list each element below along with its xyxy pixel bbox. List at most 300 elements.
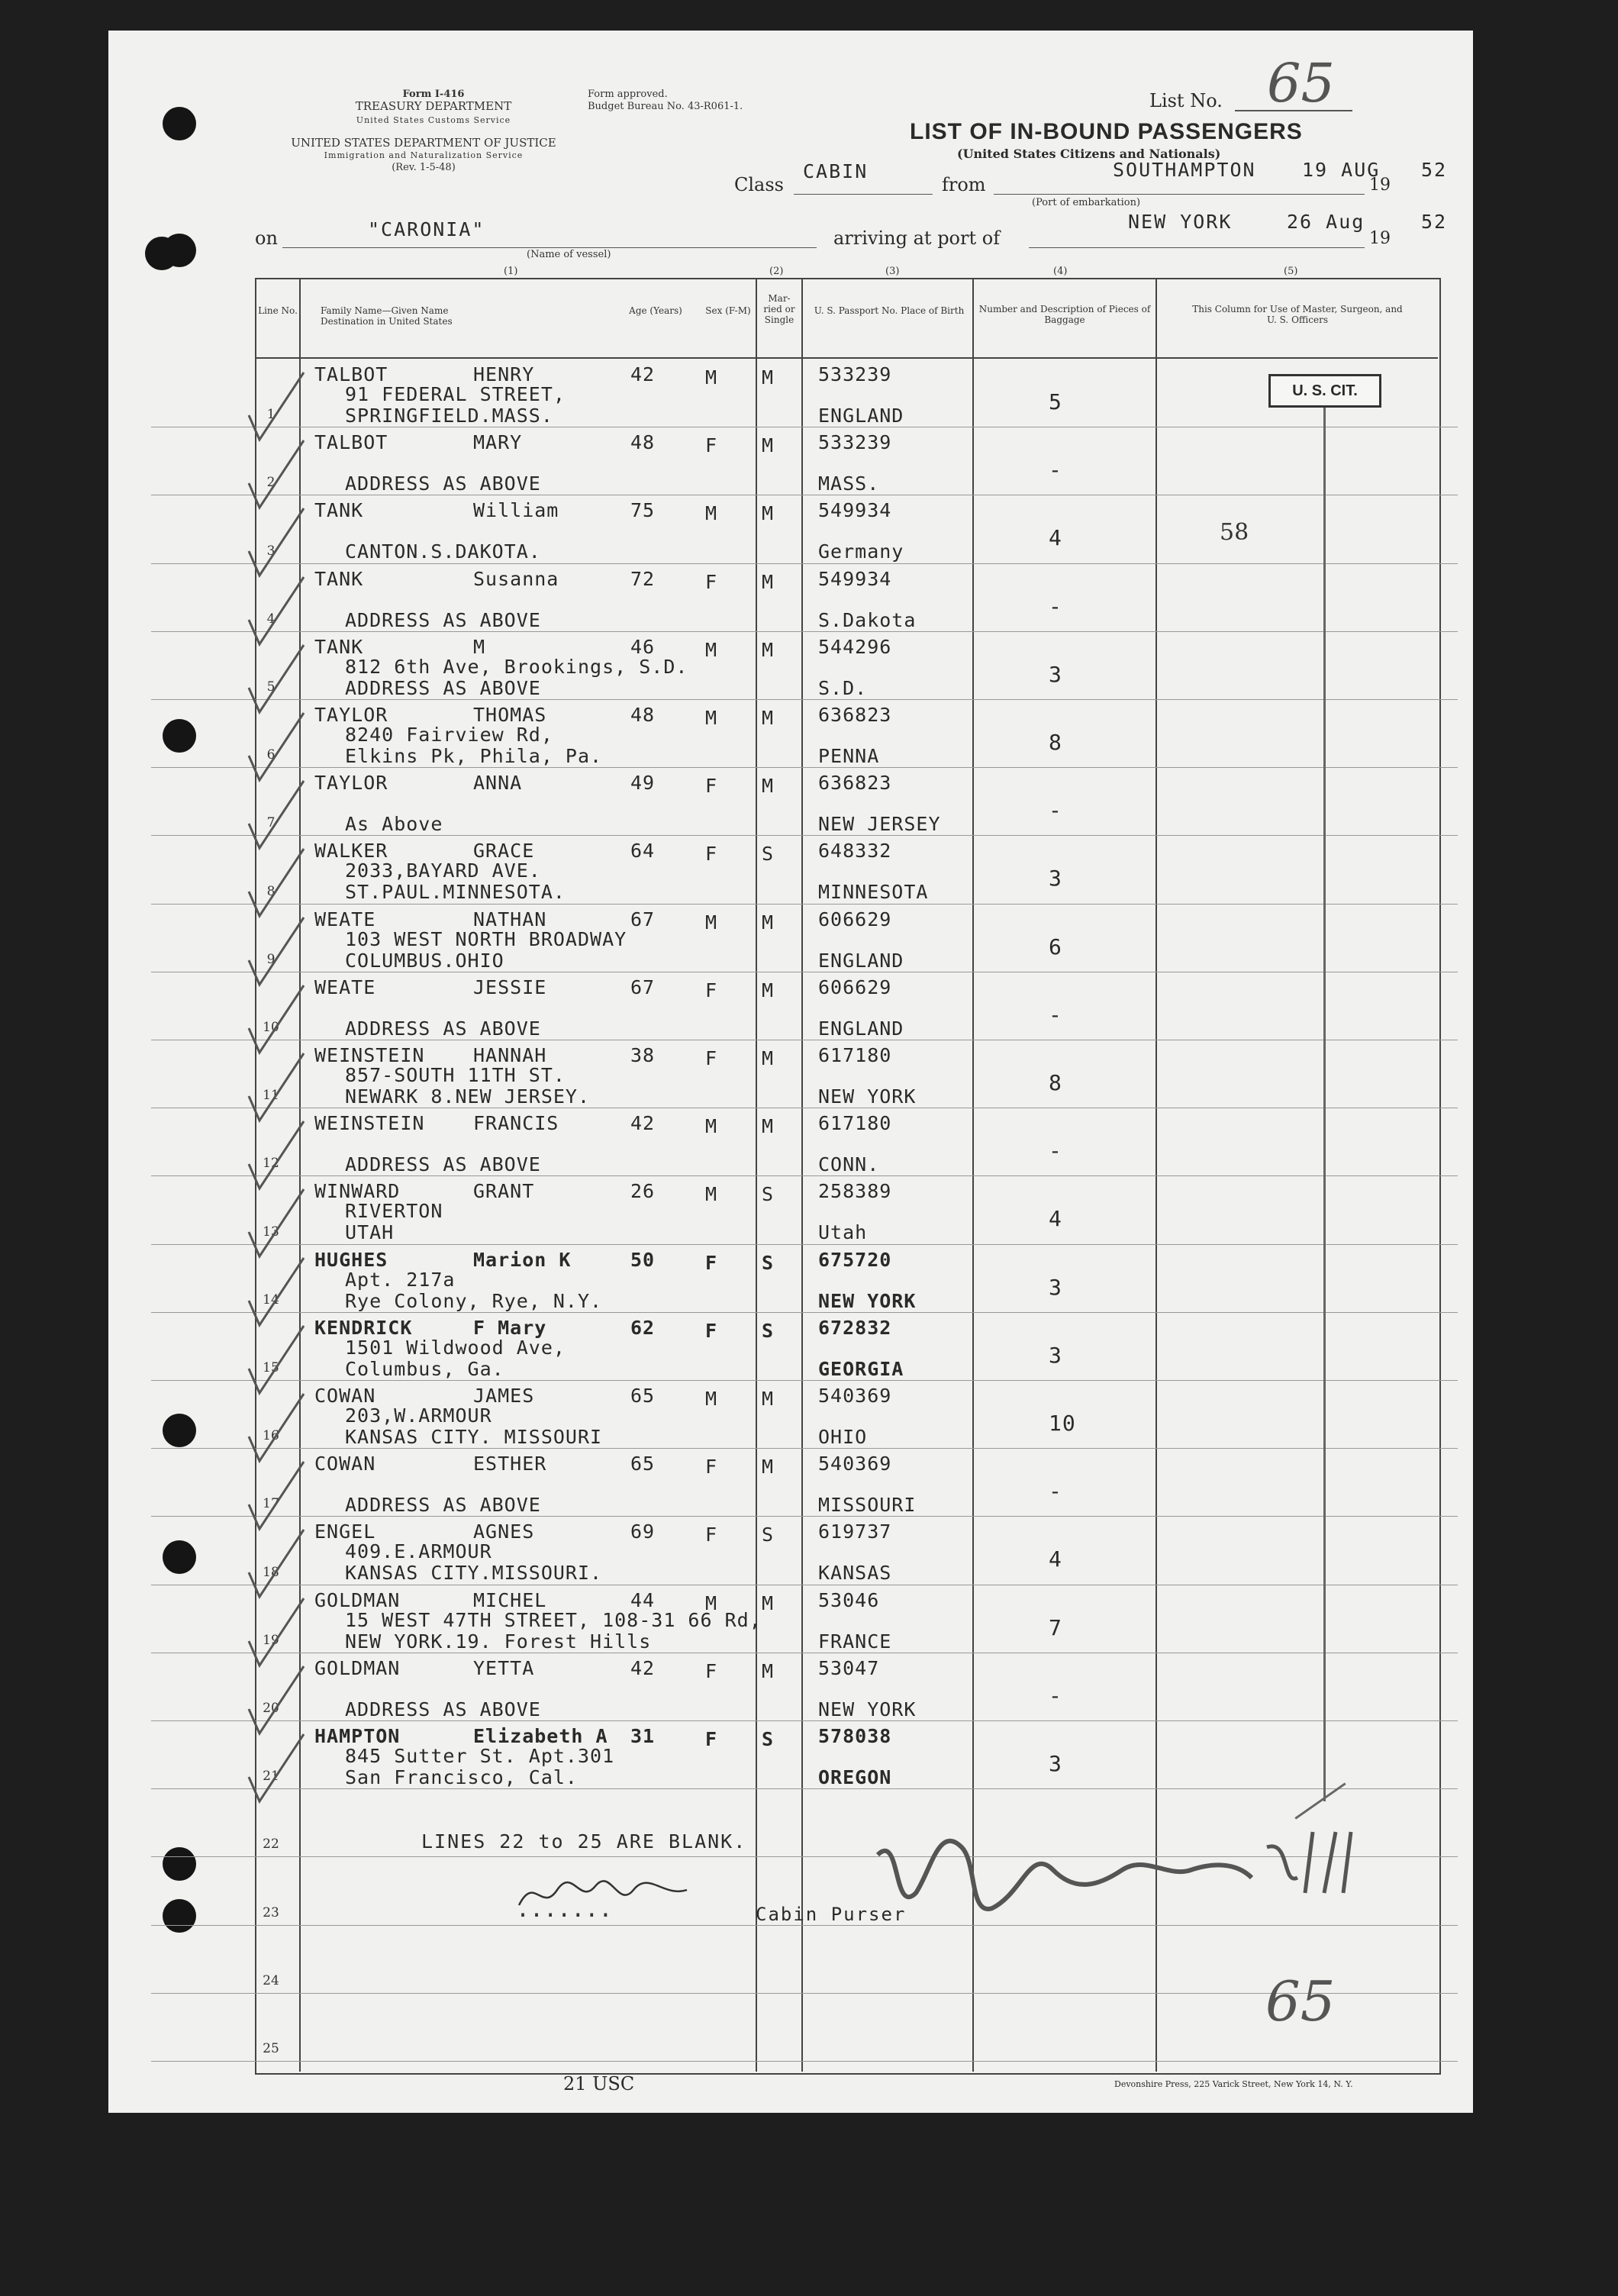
row-divider <box>151 631 1458 632</box>
place-of-birth: PENNA <box>818 745 880 767</box>
header-sex: Sex (F-M) <box>705 305 751 316</box>
passenger-address-line1: 1501 Wildwood Ave, <box>345 1336 566 1359</box>
check-mark-icon <box>243 1391 311 1467</box>
passenger-age: 31 <box>630 1725 656 1747</box>
line-number: 19 <box>263 1632 279 1648</box>
passenger-address-line1: 203,W.ARMOUR <box>345 1404 492 1427</box>
passenger-age: 42 <box>630 1656 656 1679</box>
passport-number: 258389 <box>818 1180 892 1203</box>
place-of-birth: OREGON <box>818 1766 892 1788</box>
passenger-given-name: Susanna <box>473 567 559 590</box>
column-number: (4) <box>1053 266 1068 277</box>
passenger-marital-status: M <box>762 1115 775 1138</box>
passport-number: 617180 <box>818 1044 892 1066</box>
baggage-count: 5 <box>1049 389 1062 414</box>
passenger-given-name: ESTHER <box>473 1453 547 1475</box>
passenger-age: 48 <box>630 704 656 726</box>
place-of-birth: NEW JERSEY <box>818 813 941 836</box>
passenger-address-line2: Rye Colony, Rye, N.Y. <box>345 1289 603 1312</box>
line-number: 10 <box>263 1020 279 1035</box>
vessel-caption: (Name of vessel) <box>527 249 611 260</box>
on-label: on <box>255 227 278 249</box>
stamp-line <box>1323 408 1326 1801</box>
passenger-address-line2: COLUMBUS.OHIO <box>345 949 504 972</box>
baggage-count: 8 <box>1049 730 1062 755</box>
purser-signature <box>511 1867 717 1920</box>
passenger-given-name: MARY <box>473 431 523 454</box>
passenger-sex: F <box>705 434 718 457</box>
column-number: (3) <box>885 266 900 277</box>
passenger-family-name: GOLDMAN <box>314 1656 401 1679</box>
passenger-given-name: YETTA <box>473 1656 535 1679</box>
header-name: Family Name—Given Name Destination in United States <box>321 305 453 327</box>
arrival-date: 26 Aug <box>1287 211 1365 233</box>
baggage-count: - <box>1049 1138 1062 1164</box>
baggage-count: 4 <box>1049 1546 1062 1572</box>
line-number: 15 <box>263 1360 279 1375</box>
col-divider <box>801 278 803 2072</box>
passenger-sex: M <box>705 502 718 525</box>
place-of-birth: FRANCE <box>818 1630 892 1653</box>
line-number: 8 <box>266 883 276 899</box>
arrival-underline <box>1029 247 1365 248</box>
passenger-marital-status: M <box>762 502 775 525</box>
line-number: 4 <box>266 611 276 627</box>
passenger-sex: M <box>705 911 718 934</box>
passenger-address-line1: 857-SOUTH 11TH ST. <box>345 1064 566 1086</box>
check-mark-icon <box>243 642 311 718</box>
line-number: 17 <box>263 1496 279 1512</box>
line-number: 7 <box>266 815 276 831</box>
row-divider <box>151 1312 1458 1313</box>
passenger-age: 65 <box>630 1453 656 1475</box>
passenger-given-name: ANNA <box>473 772 523 795</box>
place-of-birth: S.Dakota <box>818 608 917 631</box>
passenger-address-line1: 812 6th Ave, Brookings, S.D. <box>345 655 688 678</box>
passenger-given-name: William <box>473 499 559 522</box>
printer-imprint: Devonshire Press, 225 Varick Street, New York 14, N. Y. <box>1114 2079 1353 2089</box>
vessel-name: "CARONIA" <box>368 218 485 240</box>
baggage-count: - <box>1049 1682 1062 1708</box>
passenger-age: 42 <box>630 1112 656 1135</box>
line-number: 18 <box>263 1564 279 1580</box>
line-number: 21 <box>263 1769 279 1785</box>
passenger-family-name: KENDRICK <box>314 1316 413 1339</box>
passenger-address-line2: ADDRESS AS ABOVE <box>345 472 541 495</box>
row-divider <box>151 563 1458 564</box>
binder-hole <box>145 237 179 270</box>
baggage-count: - <box>1049 798 1062 824</box>
passenger-sex: F <box>705 1524 718 1546</box>
baggage-count: 4 <box>1049 525 1062 551</box>
passenger-given-name: Elizabeth A <box>473 1725 608 1747</box>
passenger-sex: F <box>705 1728 718 1750</box>
check-mark-icon <box>243 778 311 854</box>
passenger-address-line1: 409.E.ARMOUR <box>345 1540 492 1563</box>
baggage-count: - <box>1049 1001 1062 1027</box>
line-number: 9 <box>266 951 276 967</box>
passenger-family-name: HUGHES <box>314 1248 388 1271</box>
passenger-family-name: WEINSTEIN <box>314 1044 425 1066</box>
header-age: Age (Years) <box>629 305 682 316</box>
passenger-address-line2: ADDRESS AS ABOVE <box>345 608 541 631</box>
passenger-sex: F <box>705 1251 718 1274</box>
column-number: (2) <box>769 266 784 277</box>
line-number: 5 <box>266 679 276 695</box>
check-mark-icon <box>243 1731 311 1807</box>
arrival-port: NEW YORK <box>1128 211 1233 233</box>
row-divider <box>151 1244 1458 1245</box>
passenger-age: 67 <box>630 975 656 998</box>
port-caption: (Port of embarkation) <box>1032 197 1141 208</box>
passport-number: 533239 <box>818 431 892 454</box>
passenger-address-line2: ADDRESS AS ABOVE <box>345 1017 541 1040</box>
bottom-list-number: 65 <box>1265 1969 1336 2033</box>
passenger-sex: M <box>705 1591 718 1614</box>
passport-number: 544296 <box>818 635 892 658</box>
baggage-count: 3 <box>1049 1751 1062 1776</box>
place-of-birth: MASS. <box>818 472 880 495</box>
passport-number: 549934 <box>818 567 892 590</box>
justice-department: UNITED STATES DEPARTMENT OF JUSTICE <box>291 136 556 150</box>
class-value: CABIN <box>803 160 869 182</box>
form-number: Form I-416 <box>402 89 465 100</box>
passenger-marital-status: M <box>762 1659 775 1682</box>
purser-label: Cabin Purser <box>756 1904 907 1925</box>
passenger-given-name: THOMAS <box>473 704 547 726</box>
passenger-family-name: WEATE <box>314 908 376 930</box>
passenger-family-name: COWAN <box>314 1385 376 1407</box>
line-number: 2 <box>266 475 276 491</box>
check-mark-icon <box>243 1595 311 1672</box>
passenger-marital-status: S <box>762 1728 775 1750</box>
passport-number: 53047 <box>818 1656 880 1679</box>
passenger-age: 38 <box>630 1044 656 1066</box>
line-number: 16 <box>263 1428 279 1444</box>
row-divider <box>151 1175 1458 1176</box>
us-citizen-stamp-text: U. S. CIT. <box>1292 382 1358 399</box>
passenger-age: 67 <box>630 908 656 930</box>
check-mark-icon <box>243 846 311 922</box>
passenger-family-name: WALKER <box>314 840 388 863</box>
row-divider <box>151 1720 1458 1721</box>
passenger-given-name: JESSIE <box>473 975 547 998</box>
baggage-count: - <box>1049 457 1062 483</box>
passenger-age: 44 <box>630 1588 656 1611</box>
passenger-address-line2: NEWARK 8.NEW JERSEY. <box>345 1085 591 1108</box>
passenger-address-line2: NEW YORK.19. Forest Hills <box>345 1630 652 1653</box>
passport-number: 675720 <box>818 1248 892 1271</box>
binder-hole <box>163 1414 196 1447</box>
passenger-address-line2: CANTON.S.DAKOTA. <box>345 540 541 563</box>
line-number: 12 <box>263 1156 279 1172</box>
passenger-given-name: JAMES <box>473 1385 535 1407</box>
passenger-address-line2: ADDRESS AS ABOVE <box>345 1494 541 1517</box>
passenger-given-name: HENRY <box>473 363 535 385</box>
place-of-birth: ENGLAND <box>818 949 904 972</box>
passenger-sex: F <box>705 1319 718 1342</box>
header-passport: U. S. Passport No. Place of Birth <box>814 305 965 316</box>
line-number: 25 <box>263 2041 279 2056</box>
header-line-no: Line No. <box>258 305 298 316</box>
passenger-address-line1: RIVERTON <box>345 1200 443 1223</box>
line-number: 1 <box>266 407 276 423</box>
passenger-address-line2: ST.PAUL.MINNESOTA. <box>345 881 566 904</box>
passenger-age: 62 <box>630 1316 656 1339</box>
list-number-label: List No. <box>1149 90 1223 111</box>
passenger-sex: F <box>705 843 718 866</box>
passenger-family-name: WEATE <box>314 975 376 998</box>
passenger-age: 72 <box>630 567 656 590</box>
line-number: 22 <box>263 1836 279 1853</box>
passenger-age: 75 <box>630 499 656 522</box>
place-of-birth: NEW YORK <box>818 1698 917 1720</box>
passenger-address-line1: 103 WEST NORTH BROADWAY <box>345 927 627 950</box>
passenger-given-name: HANNAH <box>473 1044 547 1066</box>
check-mark-icon <box>243 914 311 991</box>
place-of-birth: Utah <box>818 1221 868 1244</box>
passport-number: 672832 <box>818 1316 892 1339</box>
header-divider <box>255 357 1438 359</box>
passenger-sex: M <box>705 1388 718 1410</box>
passenger-marital-status: S <box>762 1524 775 1546</box>
passenger-marital-status: M <box>762 979 775 1001</box>
check-mark-icon <box>243 1663 311 1740</box>
customs-service: United States Customs Service <box>356 115 511 125</box>
check-mark-icon <box>243 710 311 786</box>
place-of-birth: Germany <box>818 540 904 563</box>
baggage-count: - <box>1049 593 1062 619</box>
baggage-count: 6 <box>1049 934 1062 959</box>
passenger-marital-status: M <box>762 570 775 593</box>
passenger-marital-status: S <box>762 1183 775 1206</box>
passenger-address-line2: SPRINGFIELD.MASS. <box>345 405 553 427</box>
binder-hole <box>163 719 196 753</box>
vessel-underline <box>282 247 817 248</box>
passenger-age: 69 <box>630 1520 656 1543</box>
passenger-sex: M <box>705 707 718 729</box>
check-mark-icon <box>243 1186 311 1262</box>
passenger-family-name: TAYLOR <box>314 704 388 726</box>
passport-number: 636823 <box>818 704 892 726</box>
passenger-address-line2: Columbus, Ga. <box>345 1357 504 1380</box>
passenger-address-line1: 845 Sutter St. Apt.301 <box>345 1745 615 1767</box>
place-of-birth: MINNESOTA <box>818 881 929 904</box>
check-mark-icon <box>243 574 311 650</box>
passenger-marital-status: S <box>762 843 775 866</box>
check-mark-icon <box>243 369 311 446</box>
passenger-marital-status: S <box>762 1319 775 1342</box>
header-baggage: Number and Description of Pieces of Baggage <box>978 304 1151 325</box>
row-divider <box>151 835 1458 836</box>
passenger-family-name: TALBOT <box>314 431 388 454</box>
passenger-family-name: TANK <box>314 635 364 658</box>
passenger-address-line2: Elkins Pk, Phila, Pa. <box>345 745 603 767</box>
line-number: 3 <box>266 543 276 559</box>
passenger-marital-status: S <box>762 1251 775 1274</box>
form-approved: Form approved. <box>588 89 668 100</box>
passport-number: 540369 <box>818 1385 892 1407</box>
passport-number: 540369 <box>818 1453 892 1475</box>
passenger-given-name: F Mary <box>473 1316 547 1339</box>
passenger-age: 50 <box>630 1248 656 1271</box>
line-number: 13 <box>263 1224 279 1240</box>
baggage-count: 3 <box>1049 661 1062 687</box>
passenger-age: 26 <box>630 1180 656 1203</box>
header-married: Mar-ried or Single <box>763 293 795 325</box>
passenger-marital-status: M <box>762 434 775 457</box>
officer-note: 58 <box>1220 519 1249 546</box>
inspector-signature <box>855 1801 1366 1931</box>
budget-bureau: Budget Bureau No. 43-R061-1. <box>588 101 743 112</box>
row-divider <box>151 1788 1458 1789</box>
passenger-marital-status: M <box>762 1047 775 1069</box>
baggage-count: - <box>1049 1479 1062 1504</box>
line-number: 23 <box>263 1904 279 1920</box>
passenger-address-line2: ADDRESS AS ABOVE <box>345 676 541 699</box>
passenger-sex: M <box>705 1183 718 1206</box>
passenger-given-name: MICHEL <box>473 1588 547 1611</box>
footer-code: 21 USC <box>563 2073 635 2094</box>
year-prefix: 19 <box>1369 176 1391 195</box>
passenger-age: 48 <box>630 431 656 454</box>
place-of-birth: GEORGIA <box>818 1357 904 1380</box>
passenger-marital-status: M <box>762 638 775 661</box>
passenger-marital-status: M <box>762 707 775 729</box>
passenger-family-name: TANK <box>314 499 364 522</box>
us-citizen-stamp <box>1268 374 1381 408</box>
passenger-sex: F <box>705 1047 718 1069</box>
binder-hole <box>163 1540 196 1574</box>
from-label: from <box>942 174 986 195</box>
passenger-address-line2: KANSAS CITY.MISSOURI. <box>345 1562 603 1585</box>
passenger-family-name: TALBOT <box>314 363 388 385</box>
passenger-age: 46 <box>630 635 656 658</box>
check-mark-icon <box>243 982 311 1059</box>
passenger-family-name: WINWARD <box>314 1180 401 1203</box>
passport-number: 606629 <box>818 975 892 998</box>
passenger-marital-status: M <box>762 911 775 934</box>
arriving-label: arriving at port of <box>833 227 1001 249</box>
col-divider <box>756 278 757 2072</box>
binder-hole <box>163 1847 196 1881</box>
passenger-marital-status: M <box>762 366 775 389</box>
passenger-address-line2: San Francisco, Cal. <box>345 1766 578 1788</box>
line-number: 14 <box>263 1292 279 1308</box>
baggage-count: 10 <box>1049 1411 1076 1436</box>
place-of-birth: ENGLAND <box>818 405 904 427</box>
passenger-sex: F <box>705 979 718 1001</box>
row-divider <box>151 904 1458 905</box>
line-number: 24 <box>263 1972 279 1988</box>
line-number: 6 <box>266 747 276 763</box>
place-of-birth: NEW YORK <box>818 1289 917 1312</box>
baggage-count: 3 <box>1049 1342 1062 1368</box>
check-mark-icon <box>243 1459 311 1535</box>
passport-number: 617180 <box>818 1112 892 1135</box>
passenger-family-name: TAYLOR <box>314 772 388 795</box>
baggage-count: 3 <box>1049 1274 1062 1300</box>
passenger-address-line1: 91 FEDERAL STREET, <box>345 383 566 405</box>
passenger-given-name: NATHAN <box>473 908 547 930</box>
passenger-sex: M <box>705 366 718 389</box>
manifest-subtitle: (United States Citizens and Nationals) <box>957 147 1221 161</box>
row-divider <box>151 767 1458 768</box>
row-divider <box>151 699 1458 700</box>
passenger-address-line1: 8240 Fairview Rd, <box>345 724 553 746</box>
check-mark-icon <box>243 1527 311 1603</box>
header-officers: This Column for Use of Master, Surgeon, and U. S. Officers <box>1192 304 1403 325</box>
binder-hole <box>163 107 196 140</box>
passenger-given-name: AGNES <box>473 1520 535 1543</box>
passport-number: 549934 <box>818 499 892 522</box>
line-number: 20 <box>263 1701 279 1716</box>
passenger-family-name: COWAN <box>314 1453 376 1475</box>
passenger-given-name: GRANT <box>473 1180 535 1203</box>
row-divider <box>151 1993 1458 1994</box>
class-label: Class <box>734 174 784 195</box>
passenger-family-name: ENGEL <box>314 1520 376 1543</box>
place-of-birth: S.D. <box>818 676 868 699</box>
check-mark-icon <box>243 1050 311 1127</box>
place-of-birth: OHIO <box>818 1426 868 1448</box>
passenger-family-name: TANK <box>314 567 364 590</box>
passport-number: 578038 <box>818 1725 892 1747</box>
immigration-service: Immigration and Naturalization Service <box>324 150 524 160</box>
embarkation-year: 52 <box>1421 159 1448 181</box>
passenger-age: 65 <box>630 1385 656 1407</box>
passenger-sex: F <box>705 1456 718 1479</box>
passenger-address-line2: ADDRESS AS ABOVE <box>345 1153 541 1176</box>
column-number: (5) <box>1284 266 1298 277</box>
passenger-marital-status: M <box>762 775 775 798</box>
blank-lines-note: LINES 22 to 25 ARE BLANK. <box>421 1830 747 1853</box>
passport-number: 53046 <box>818 1588 880 1611</box>
place-of-birth: ENGLAND <box>818 1017 904 1040</box>
passenger-address-line1: Apt. 217a <box>345 1268 456 1291</box>
passenger-sex: M <box>705 638 718 661</box>
port-underline <box>994 194 1365 195</box>
embarkation-date: 19 AUG <box>1302 159 1381 181</box>
arrival-year-prefix: 19 <box>1369 229 1391 248</box>
place-of-birth: KANSAS <box>818 1562 892 1585</box>
check-mark-icon <box>243 505 311 582</box>
class-underline <box>794 194 933 195</box>
manifest-title: LIST OF IN-BOUND PASSENGERS <box>910 119 1303 144</box>
passenger-address-line1: 2033,BAYARD AVE. <box>345 859 541 882</box>
row-divider <box>151 1516 1458 1517</box>
passport-number: 533239 <box>818 363 892 385</box>
binder-hole <box>163 1899 196 1933</box>
passenger-age: 49 <box>630 772 656 795</box>
check-mark-icon <box>243 437 311 514</box>
place-of-birth: CONN. <box>818 1153 880 1176</box>
passenger-age: 42 <box>630 363 656 385</box>
passport-number: 636823 <box>818 772 892 795</box>
check-mark-icon <box>243 1118 311 1195</box>
passenger-sex: F <box>705 775 718 798</box>
place-of-birth: MISSOURI <box>818 1494 917 1517</box>
passport-number: 648332 <box>818 840 892 863</box>
row-divider <box>151 1448 1458 1449</box>
passenger-marital-status: M <box>762 1591 775 1614</box>
passport-number: 606629 <box>818 908 892 930</box>
purser-signature-dots: ....... <box>516 1896 613 1923</box>
passenger-address-line2: ADDRESS AS ABOVE <box>345 1698 541 1720</box>
passenger-address-line2: As Above <box>345 813 443 836</box>
passenger-given-name: GRACE <box>473 840 535 863</box>
passenger-given-name: FRANCIS <box>473 1112 559 1135</box>
